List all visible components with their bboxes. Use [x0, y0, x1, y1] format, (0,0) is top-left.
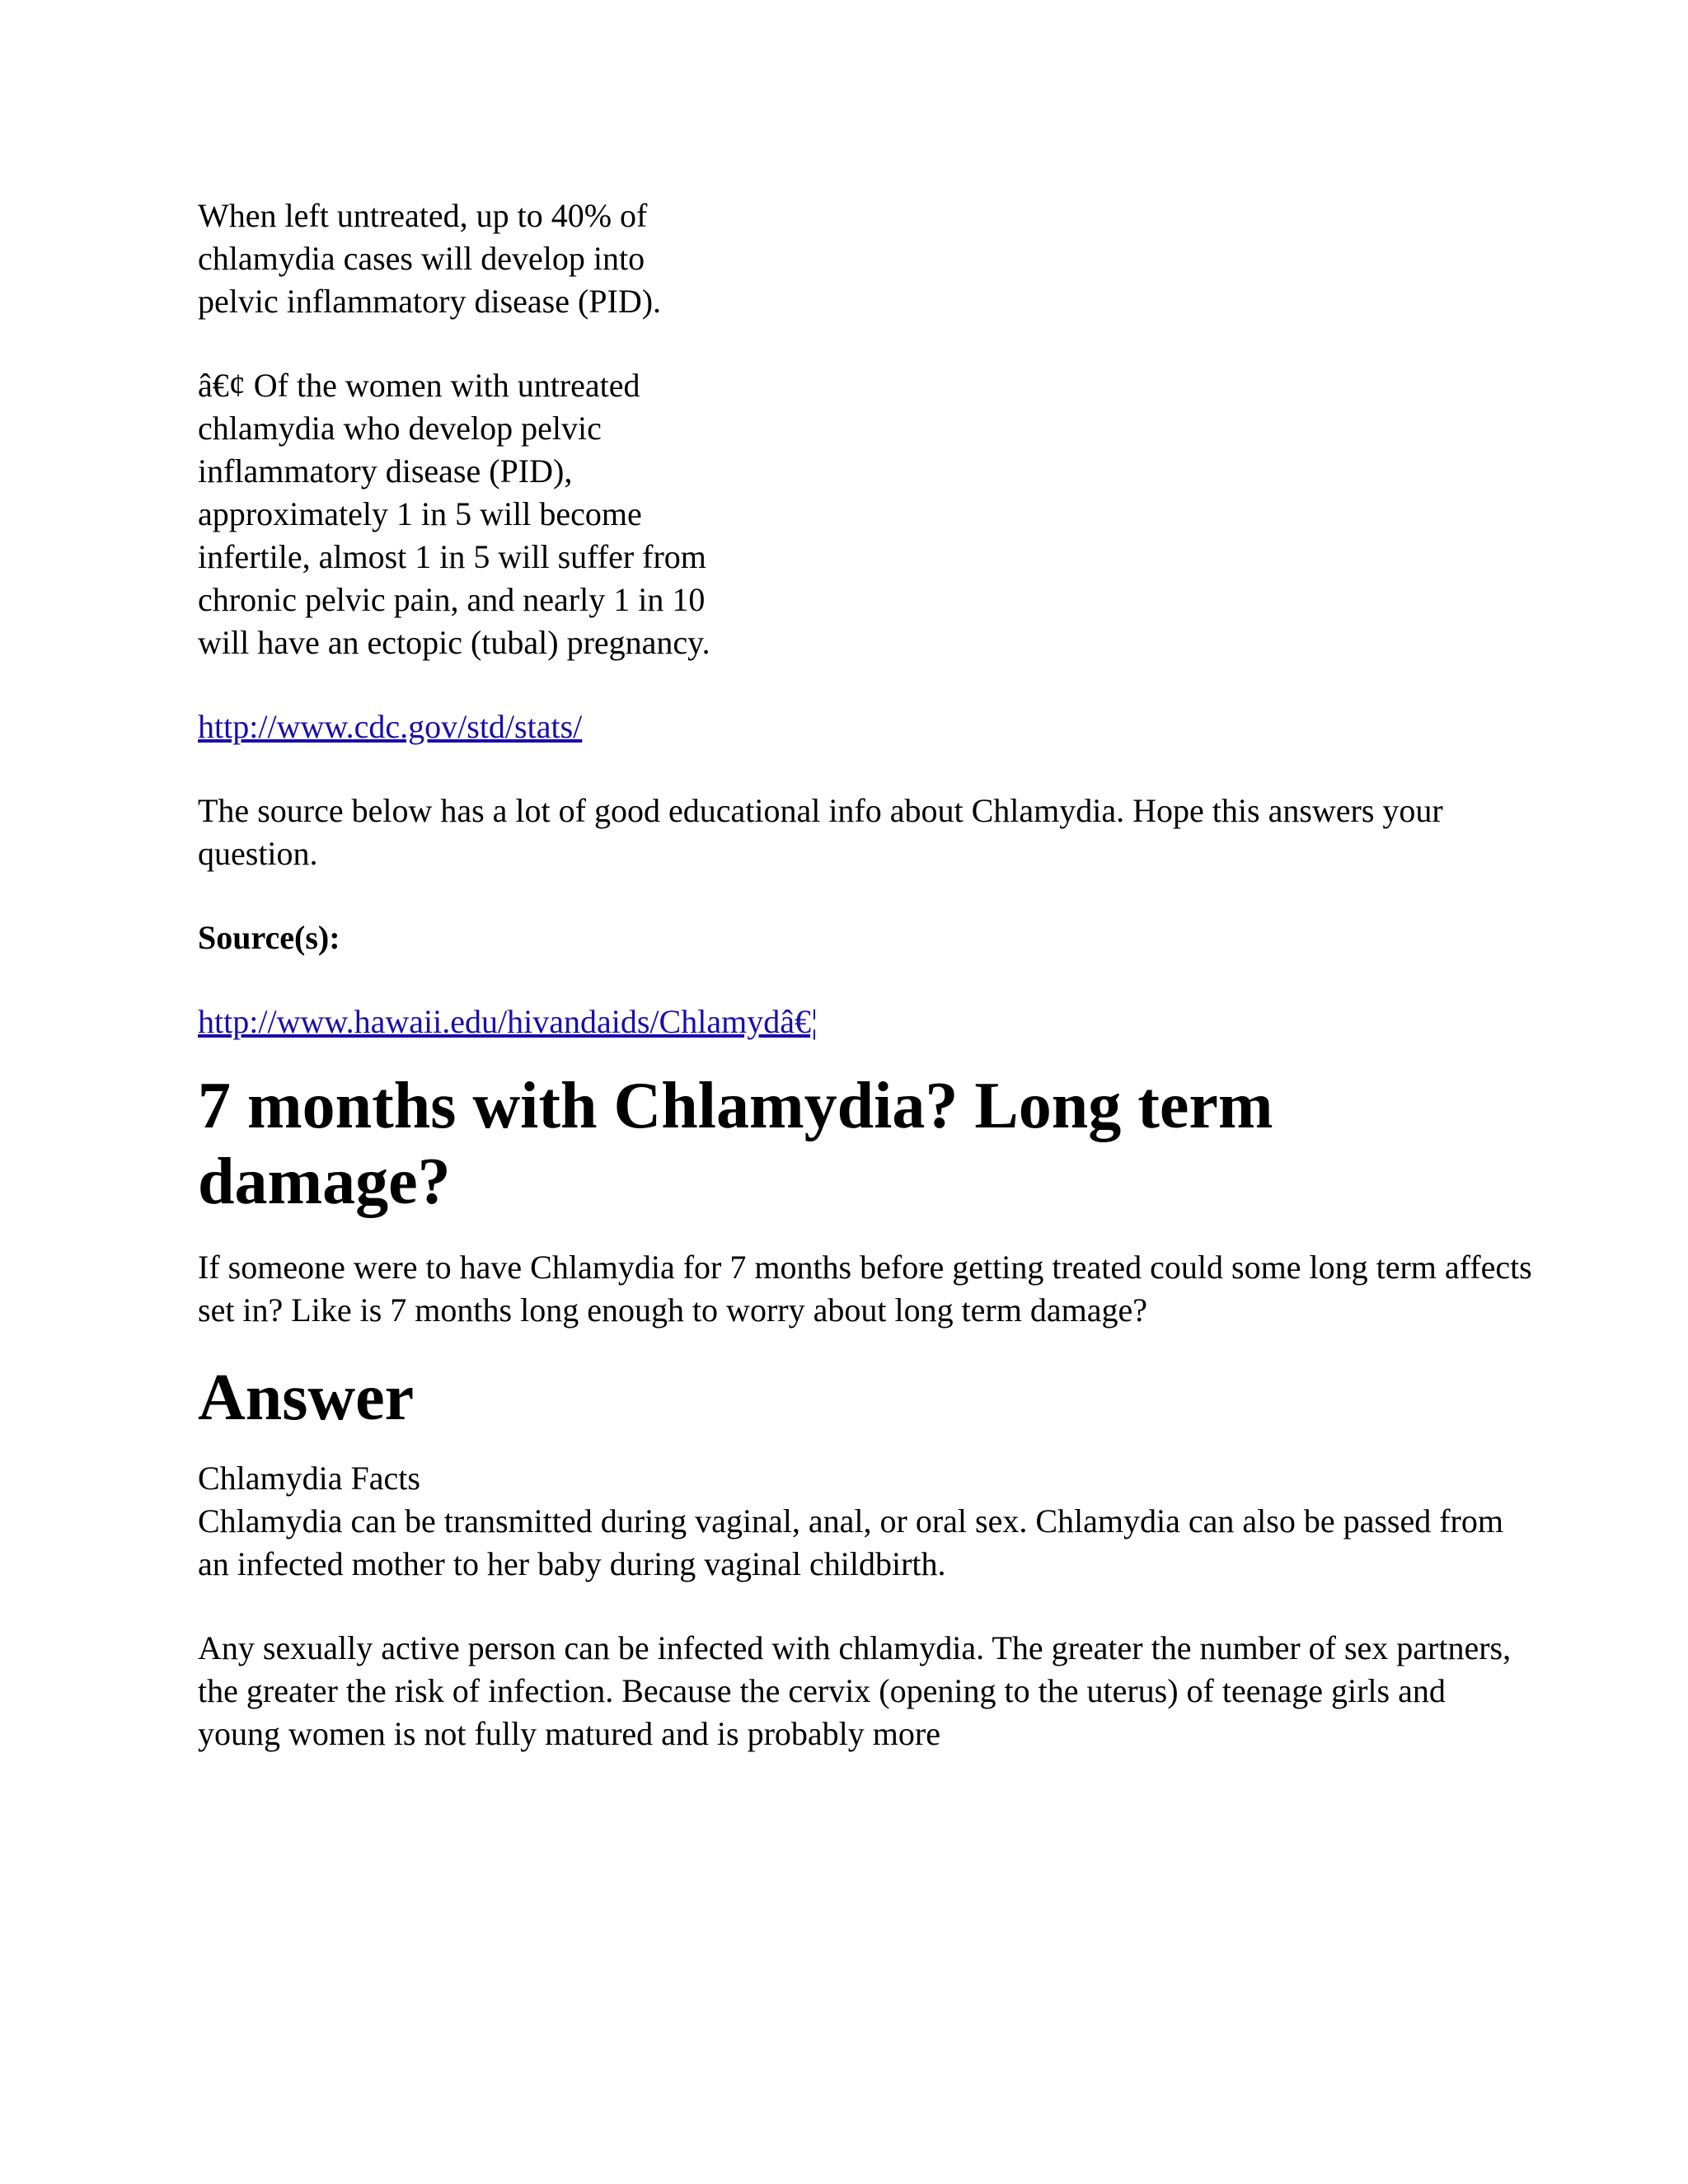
question-body: If someone were to have Chlamydia for 7 months before getting treated could some long term affects set in? Like is 7 months long enough to worry about long term damage? — [198, 1249, 1532, 1329]
question-title: 7 months with Chlamydia? Long term damage? — [198, 1070, 1273, 1218]
facts-title: Chlamydia Facts — [198, 1460, 420, 1497]
sources-label: Source(s): — [198, 919, 340, 956]
hawaii-source-link[interactable]: http://www.hawaii.edu/hivandaids/Chlamydâ€¦ — [198, 1003, 818, 1040]
answer-heading: Answer — [198, 1361, 415, 1434]
source-note-paragraph: The source below has a lot of good educational info about Chlamydia. Hope this answers your question. — [198, 792, 1443, 872]
document-page — [198, 194, 1533, 1755]
cdc-link-paragraph — [198, 705, 1533, 748]
pid-statistics-paragraph: â€¢ Of the women with untreated chlamydia who develop pelvic inflammatory disease (PID), approximately 1 in 5 will become infertile, almost 1 in 5 will suffer from chronic pelvic pain, and nearly 1 in 10 will have an ectopic (tubal) pregnancy. — [198, 367, 710, 661]
cdc-stats-link[interactable]: http://www.cdc.gov/std/stats/ — [198, 708, 583, 745]
facts-risk-paragraph: Any sexually active person can be infected with chlamydia. The greater the number of sex partners, the greater the risk of infection. Because the cervix (opening to the uterus) of teenage girls and young women is not fully matured and is probably more — [198, 1629, 1512, 1752]
answer-facts-paragraph — [198, 1457, 1533, 1586]
intro-paragraph: When left untreated, up to 40% of chlamydia cases will develop into pelvic inflammatory disease (PID). — [198, 197, 662, 320]
facts-transmission-text: Chlamydia can be transmitted during vaginal, anal, or oral sex. Chlamydia can also be passed from an infected mother to her baby during vaginal childbirth. — [198, 1502, 1503, 1582]
hawaii-link-paragraph — [198, 1001, 1533, 1043]
